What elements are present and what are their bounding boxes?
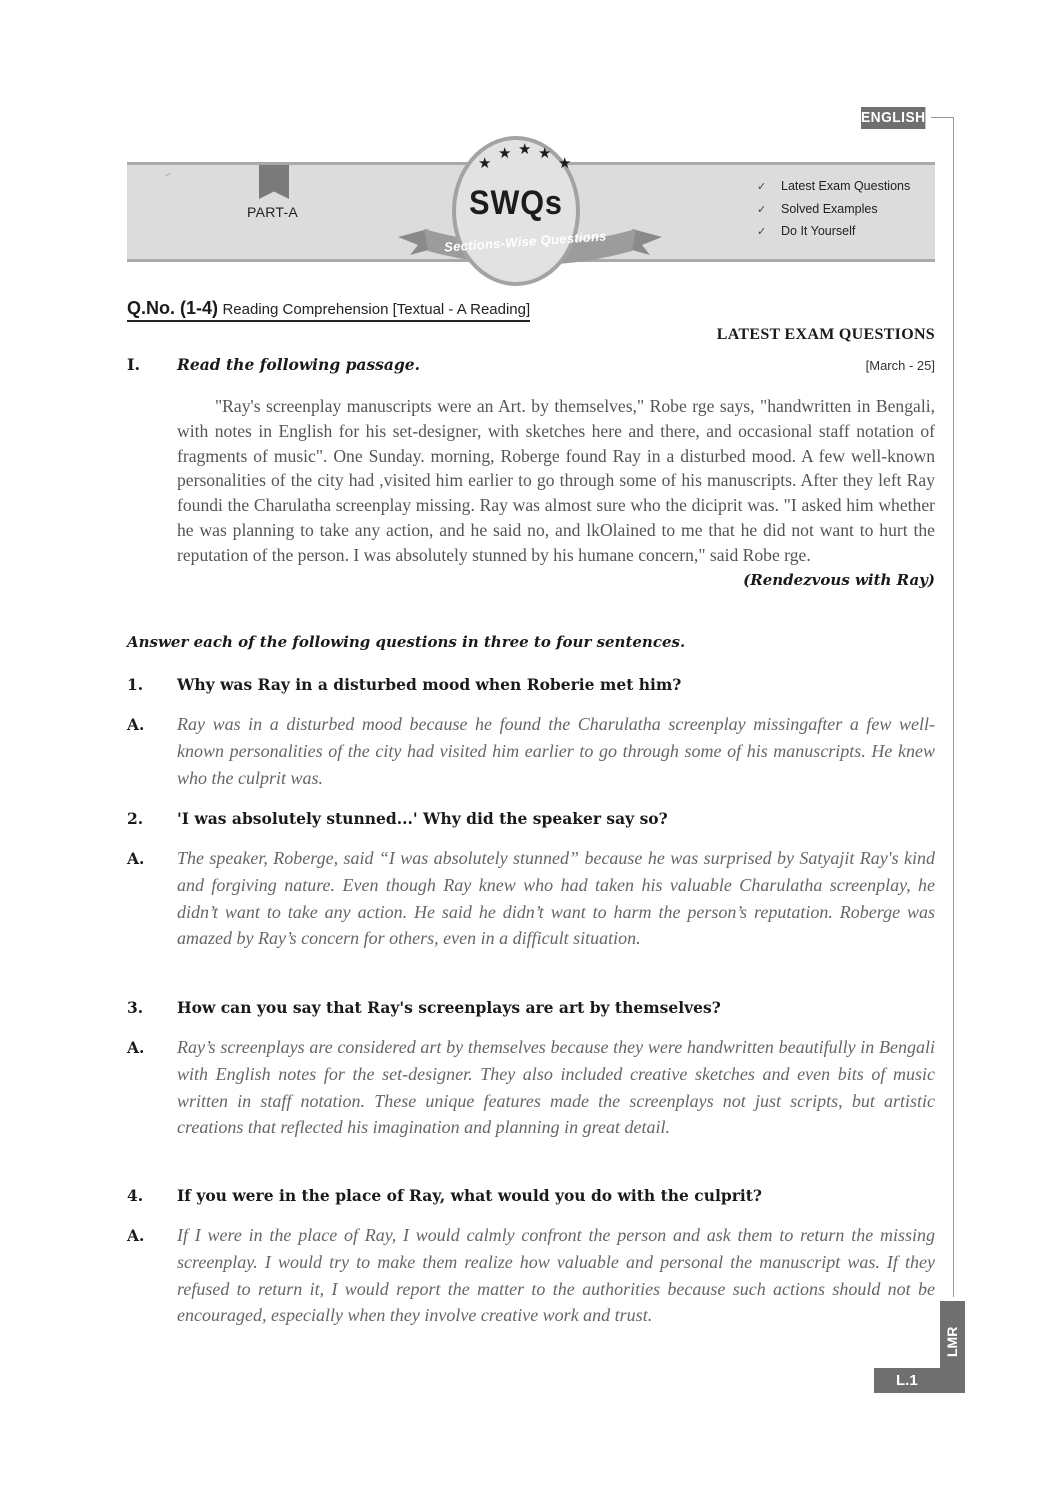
ribbon-label: Sections-Wise Questions xyxy=(443,228,608,255)
answer-label: A. xyxy=(127,715,145,734)
exercise-number: I. xyxy=(127,355,141,374)
page-number-tab xyxy=(874,1368,965,1393)
question-text: If you were in the place of Ray, what would you do with the culprit? xyxy=(177,1186,762,1205)
answer-label: A. xyxy=(127,849,145,868)
star-icon: ★ xyxy=(478,154,492,172)
check-icon: ✓ xyxy=(757,226,767,238)
answer-label: A. xyxy=(127,1226,145,1245)
passage-source: (Rendezvous with Ray) xyxy=(743,570,935,589)
question-number: 1. xyxy=(127,675,144,694)
answer-text: Ray’s screenplays are considered art by themselves because they were handwritten beautifully in Bengali with English notes for the set-designer. They also included creative sketches and even bits of music written in staff notation. These unique features made the screenplays not just scripts, but artistic creations that reflected his imagination and planning in great detail. xyxy=(177,1037,935,1138)
checklist-item xyxy=(757,176,910,199)
star-icon: ★ xyxy=(558,154,572,172)
checklist-label: Solved Examples xyxy=(781,201,878,216)
passage-text: "Ray's screenplay manuscripts were an Art. by themselves," Robe rge says, "handwritten in Bengali, with notes in English for his set-designer, with sketches here and there, and occasional staff notation of fragments of music". One Sunday. morning, Roberge found Ray in a disturbed mood. A few well-known personalities of the city had ,visited him earlier to go through some of his manuscripts. After they left Ray foundi the Charulatha screenplay missing. Ray was almost sure who the diciprit was. "I asked him whether he was planning to take any action, and he said no, and lkOlained to me that he did not want to hurt the reputation of the person. I was absolutely stunned by his humane concern," said Robe rge. xyxy=(177,396,935,565)
answer-text: If I were in the place of Ray, I would calmly confront the person and ask them to return the missing screenplay. I would try to make them realize how valuable and personal the manuscript was. If they refused to return it, I would report the matter to the authorities because such actions should not be encouraged, especially when they involve creative work and trust. xyxy=(177,1225,935,1326)
check-icon: ✓ xyxy=(757,181,767,193)
answer-text: The speaker, Roberge, said “I was absolutely stunned” because he was surprised by Satyajit Ray's kind and forgiving nature. Even though Ray knew who had taken his valuable Charulatha screenplay, he didn’t want to take any action. He said he didn’t want to harm the person’s reputation. Roberge was amazed by Ray’s concern for others, even in a difficult situation. xyxy=(177,848,935,949)
page-number: L.1 xyxy=(896,1372,918,1389)
passage xyxy=(177,394,935,592)
stars-row xyxy=(474,140,572,172)
feature-checklist xyxy=(757,176,910,244)
question-number: 2. xyxy=(127,809,144,828)
answer-instruction: Answer each of the following questions in three to four sentences. xyxy=(127,633,686,651)
question-text: Why was Ray in a disturbed mood when Roberie met him? xyxy=(177,675,682,694)
question-range: Q.No. (1-4) xyxy=(127,298,219,318)
question-number: 4. xyxy=(127,1186,144,1205)
checklist-label: Do It Yourself xyxy=(781,224,856,238)
exam-date: [March - 25] xyxy=(865,358,935,373)
side-rule xyxy=(953,117,954,1297)
question-range-description: Reading Comprehension [Textual - A Reading] xyxy=(222,301,531,318)
side-tab-label: LMR xyxy=(944,1326,960,1358)
checklist-item xyxy=(757,199,910,222)
badge-title: SWQs xyxy=(469,184,563,222)
checklist-item xyxy=(757,221,910,244)
star-icon: ★ xyxy=(518,140,532,158)
category-heading: LATEST EXAM QUESTIONS xyxy=(716,326,935,343)
star-icon: ★ xyxy=(498,144,512,162)
question-text: How can you say that Ray's screenplays are art by themselves? xyxy=(177,998,721,1017)
subject-tag: ENGLISH xyxy=(861,107,925,129)
question-range-heading xyxy=(127,298,530,322)
checklist-label: Latest Exam Questions xyxy=(781,179,911,193)
exercise-instruction: Read the following passage. xyxy=(177,355,421,374)
tag-connector-line xyxy=(931,117,953,118)
part-label: PART-A xyxy=(247,204,299,220)
question-number: 3. xyxy=(127,998,144,1017)
swqs-badge xyxy=(452,136,586,288)
star-icon: ★ xyxy=(538,144,552,162)
answer-label: A. xyxy=(127,1038,145,1057)
check-icon: ✓ xyxy=(757,203,767,216)
question-text: 'I was absolutely stunned...' Why did the speaker say so? xyxy=(177,809,668,828)
answer-text: Ray was in a disturbed mood because he found the Charulatha screenplay missingafter a few well-known personalities of the city had visited him earlier to go through some of his manuscripts. He knew who the culprit was. xyxy=(177,714,935,788)
